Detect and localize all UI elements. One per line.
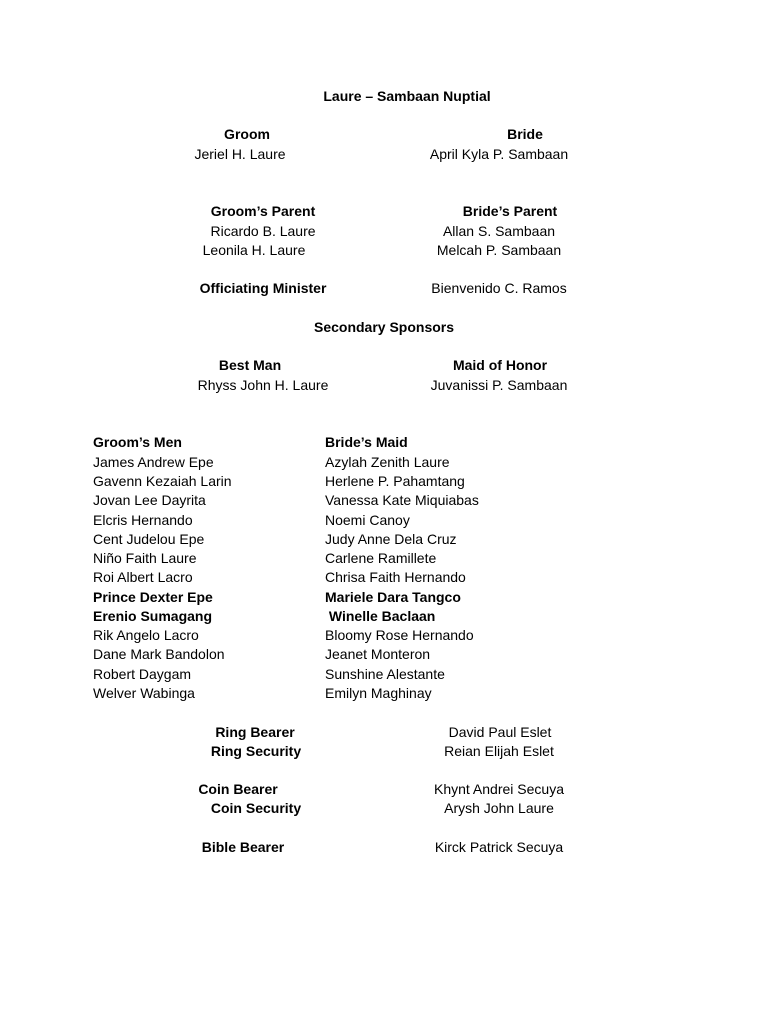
grooms-parent-label: Groom’s Parent <box>210 203 316 219</box>
brides-maid-item: Vanessa Kate Miquiabas <box>325 492 479 508</box>
officiating-minister-name: Bienvenido C. Ramos <box>431 280 567 296</box>
coin-security-label: Coin Security <box>210 800 302 816</box>
bride-name: April Kyla P. Sambaan <box>429 146 569 162</box>
brides-parent-label: Bride’s Parent <box>462 203 558 219</box>
brides-maid-item: Carlene Ramillete <box>325 550 437 566</box>
grooms-men-item: Jovan Lee Dayrita <box>93 492 206 508</box>
grooms-men-item: Erenio Sumagang <box>93 608 213 624</box>
grooms-men-item: Dane Mark Bandolon <box>93 646 225 662</box>
grooms-men-item: Roi Albert Lacro <box>93 569 193 585</box>
grooms-men-heading: Groom’s Men <box>93 434 182 450</box>
secondary-sponsors-heading: Secondary Sponsors <box>313 319 455 335</box>
brides-maid-item: Azylah Zenith Laure <box>325 454 450 470</box>
grooms-parent-name: Ricardo B. Laure <box>210 223 316 239</box>
ring-bearer-label: Ring Bearer <box>215 724 295 740</box>
officiating-minister-label: Officiating Minister <box>199 280 327 296</box>
grooms-men-item: Rik Angelo Lacro <box>93 627 199 643</box>
coin-bearer-name: Khynt Andrei Secuya <box>434 781 564 797</box>
ring-security-label: Ring Security <box>210 743 302 759</box>
brides-maid-item: Winelle Baclaan <box>325 608 436 624</box>
grooms-parent-name: Leonila H. Laure <box>202 242 306 258</box>
grooms-men-item: Welver Wabinga <box>93 685 195 701</box>
grooms-men-item: Gavenn Kezaiah Larin <box>93 473 232 489</box>
brides-maid-item: Bloomy Rose Hernando <box>325 627 474 643</box>
brides-maid-item: Emilyn Maghinay <box>325 685 432 701</box>
ring-bearer-name: David Paul Eslet <box>448 724 552 740</box>
bride-label: Bride <box>507 126 543 142</box>
brides-maid-item: Sunshine Alestante <box>325 666 445 682</box>
brides-maid-item: Mariele Dara Tangco <box>325 589 461 605</box>
grooms-men-item: Robert Daygam <box>93 666 192 682</box>
bible-bearer-name: Kirck Patrick Secuya <box>434 839 564 855</box>
best-man-name: Rhyss John H. Laure <box>197 377 329 393</box>
brides-maid-item: Judy Anne Dela Cruz <box>325 531 457 547</box>
brides-parent-name: Melcah P. Sambaan <box>436 242 562 258</box>
ring-security-name: Reian Elijah Eslet <box>444 743 554 759</box>
groom-name: Jeriel H. Laure <box>194 146 286 162</box>
page-title: Laure – Sambaan Nuptial <box>323 88 491 104</box>
grooms-men-item: James Andrew Epe <box>93 454 214 470</box>
coin-security-name: Arysh John Laure <box>444 800 554 816</box>
grooms-men-item: Cent Judelou Epe <box>93 531 205 547</box>
grooms-men-item: Prince Dexter Epe <box>93 589 213 605</box>
grooms-men-item: Elcris Hernando <box>93 512 193 528</box>
groom-label: Groom <box>224 126 270 142</box>
brides-maid-item: Noemi Canoy <box>325 512 410 528</box>
coin-bearer-label: Coin Bearer <box>198 781 278 797</box>
best-man-label: Best Man <box>218 357 282 373</box>
brides-maid-item: Jeanet Monteron <box>325 646 431 662</box>
brides-maid-item: Chrisa Faith Hernando <box>325 569 466 585</box>
maid-of-honor-name: Juvanissi P. Sambaan <box>430 377 568 393</box>
maid-of-honor-label: Maid of Honor <box>452 357 548 373</box>
grooms-men-item: Niño Faith Laure <box>93 550 197 566</box>
bible-bearer-label: Bible Bearer <box>201 839 285 855</box>
brides-parent-name: Allan S. Sambaan <box>442 223 556 239</box>
brides-maid-item: Herlene P. Pahamtang <box>325 473 465 489</box>
brides-maid-heading: Bride’s Maid <box>325 434 408 450</box>
